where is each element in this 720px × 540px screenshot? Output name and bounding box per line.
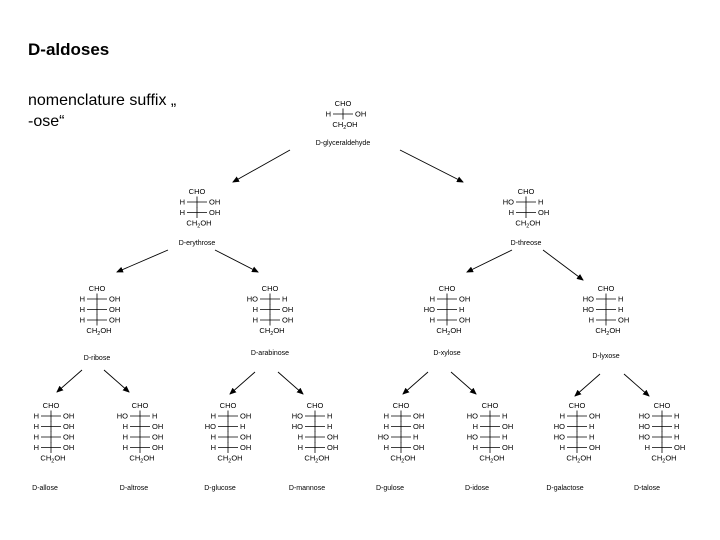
hydroxymethyl-group: $CH_2OH$ xyxy=(129,453,155,465)
sugar-name-label: D-altrose xyxy=(119,485,149,492)
right-substituent: OH xyxy=(459,294,471,304)
hydroxymethyl-group: $CH_2OH$ xyxy=(304,453,330,465)
left-substituent: H xyxy=(33,432,39,442)
left-substituent: H xyxy=(79,305,85,314)
right-substituent: H xyxy=(618,294,624,304)
left-substituent: H xyxy=(472,422,478,431)
arrow-ribose-to-allose xyxy=(57,370,82,392)
fischer-altrose xyxy=(117,401,164,492)
hydroxymethyl-group: $CH_2OH$ xyxy=(186,218,212,230)
left-substituent: H xyxy=(79,315,85,325)
fischer-erythrose xyxy=(179,187,221,247)
arrow-erythrose-to-ribose xyxy=(117,250,168,272)
slide-title: D-aldoses xyxy=(28,40,110,59)
right-substituent: OH xyxy=(413,443,425,452)
right-substituent: OH xyxy=(152,422,164,431)
right-substituent: OH xyxy=(152,443,164,452)
hydroxymethyl-group: $CH_2OH$ xyxy=(595,326,621,337)
left-substituent: H xyxy=(297,443,303,452)
left-substituent: H xyxy=(297,432,303,442)
right-substituent: OH xyxy=(109,315,121,325)
sugar-name-label: D-arabinose xyxy=(250,350,290,357)
left-substituent: H xyxy=(429,315,435,325)
right-substituent: OH xyxy=(240,443,252,452)
right-substituent: H xyxy=(589,422,595,431)
left-substituent: HO xyxy=(553,432,565,442)
left-substituent: HO xyxy=(638,432,650,442)
aldehyde-group: CHO xyxy=(88,284,106,293)
left-substituent: H xyxy=(33,422,39,431)
fischer-glucose xyxy=(204,401,251,492)
aldehyde-group: CHO xyxy=(261,284,279,293)
subtitle-line-2: -ose“ xyxy=(28,113,65,130)
right-substituent: OH xyxy=(152,432,164,442)
right-substituent: OH xyxy=(538,208,550,217)
right-substituent: OH xyxy=(327,443,339,452)
arrow-erythrose-to-arabinose xyxy=(215,250,258,272)
arrow-arabinose-to-glucose xyxy=(230,372,255,394)
right-substituent: H xyxy=(674,432,680,442)
hydroxymethyl-group: $CH_2OH$ xyxy=(332,120,358,131)
left-substituent: H xyxy=(383,411,389,421)
right-substituent: OH xyxy=(63,411,75,421)
aldehyde-group: CHO xyxy=(653,401,671,410)
right-substituent: OH xyxy=(502,443,514,452)
right-substituent: OH xyxy=(355,109,367,119)
fischer-talose xyxy=(634,401,685,492)
right-substituent: H xyxy=(674,411,680,421)
fischer-ribose xyxy=(80,284,121,362)
fischer-gulose xyxy=(376,401,424,492)
arrow-lyxose-to-galactose xyxy=(575,374,600,396)
left-substituent: H xyxy=(383,422,389,431)
sugar-name-label: D-threose xyxy=(510,240,542,247)
aldehyde-group: CHO xyxy=(42,401,60,410)
hydroxymethyl-group: $CH_2OH$ xyxy=(390,453,416,465)
right-substituent: OH xyxy=(240,432,252,442)
left-substituent: HO xyxy=(638,422,650,431)
right-substituent: H xyxy=(413,432,419,442)
left-substituent: HO xyxy=(423,305,435,314)
right-substituent: OH xyxy=(413,411,425,421)
fischer-glyceraldehyde xyxy=(316,99,371,147)
left-substituent: H xyxy=(122,422,128,431)
arrow-ribose-to-altrose xyxy=(104,370,129,392)
arrow-threose-to-xylose xyxy=(467,250,512,272)
left-substituent: HO xyxy=(377,432,389,442)
right-substituent: H xyxy=(502,432,508,442)
fischer-allose xyxy=(32,401,74,492)
right-substituent: OH xyxy=(63,432,75,442)
right-substituent: OH xyxy=(282,305,294,314)
right-substituent: H xyxy=(327,422,333,431)
right-substituent: OH xyxy=(589,411,601,421)
left-substituent: HO xyxy=(582,305,594,314)
left-substituent: H xyxy=(79,294,85,304)
right-substituent: H xyxy=(674,422,680,431)
right-substituent: OH xyxy=(589,443,601,452)
fischer-arabinose xyxy=(247,284,294,357)
sugar-name-label: D-erythrose xyxy=(178,240,216,247)
fischer-galactose xyxy=(546,401,600,492)
aldehyde-group: CHO xyxy=(334,99,352,108)
right-substituent: OH xyxy=(209,208,221,217)
left-substituent: H xyxy=(122,432,128,442)
aldehyde-group: CHO xyxy=(481,401,499,410)
left-substituent: H xyxy=(33,411,39,421)
right-substituent: H xyxy=(152,411,158,421)
aldehyde-group: CHO xyxy=(306,401,324,410)
right-substituent: H xyxy=(240,422,246,431)
derivation-arrows xyxy=(57,150,649,396)
right-substituent: OH xyxy=(109,305,121,314)
right-substituent: H xyxy=(327,411,333,421)
hydroxymethyl-group: $CH_2OH$ xyxy=(40,453,66,465)
left-substituent: HO xyxy=(246,294,258,304)
left-substituent: H xyxy=(252,315,258,325)
sugar-name-label: D-glyceraldehyde xyxy=(315,140,371,147)
left-substituent: HO xyxy=(466,432,478,442)
hydroxymethyl-group: $CH_2OH$ xyxy=(217,453,243,465)
left-substituent: H xyxy=(429,294,435,304)
aldehyde-group: CHO xyxy=(219,401,237,410)
left-substituent: HO xyxy=(553,422,565,431)
right-substituent: H xyxy=(459,305,465,314)
arrow-threose-to-lyxose xyxy=(543,250,583,280)
right-substituent: OH xyxy=(459,315,471,325)
left-substituent: H xyxy=(325,109,331,119)
left-substituent: H xyxy=(179,197,185,207)
arrow-arabinose-to-mannose xyxy=(278,372,303,394)
left-substituent: H xyxy=(210,411,216,421)
sugar-name-label: D-galactose xyxy=(546,485,584,492)
aldehyde-group: CHO xyxy=(188,187,206,196)
aldehyde-group: CHO xyxy=(517,187,535,196)
right-substituent: H xyxy=(282,294,288,304)
sugar-name-label: D-xylose xyxy=(433,350,461,357)
right-substituent: OH xyxy=(674,443,686,452)
arrow-lyxose-to-talose xyxy=(624,374,649,396)
right-substituent: H xyxy=(538,197,544,207)
hydroxymethyl-group: $CH_2OH$ xyxy=(515,218,541,230)
left-substituent: H xyxy=(33,443,39,452)
hydroxymethyl-group: $CH_2OH$ xyxy=(566,453,592,465)
left-substituent: H xyxy=(383,443,389,452)
left-substituent: HO xyxy=(638,411,650,421)
fischer-lyxose xyxy=(583,284,630,360)
arrow-glyceraldehyde-to-erythrose xyxy=(233,150,290,182)
left-substituent: HO xyxy=(502,197,514,207)
left-substituent: H xyxy=(122,443,128,452)
aldehyde-group: CHO xyxy=(131,401,149,410)
aldehyde-group: CHO xyxy=(568,401,586,410)
right-substituent: OH xyxy=(413,422,425,431)
arrow-xylose-to-idose xyxy=(451,372,476,394)
fischer-xylose xyxy=(424,284,471,357)
arrow-xylose-to-gulose xyxy=(403,372,428,394)
left-substituent: H xyxy=(644,443,650,452)
hydroxymethyl-group: $CH_2OH$ xyxy=(479,453,505,465)
sugar-name-label: D-talose xyxy=(633,485,661,492)
left-substituent: HO xyxy=(291,411,303,421)
fischer-mannose xyxy=(289,401,338,492)
sugar-name-label: D-allose xyxy=(32,485,58,492)
sugar-name-label: D-gulose xyxy=(375,485,405,492)
right-substituent: OH xyxy=(109,294,121,304)
left-substituent: HO xyxy=(116,411,128,421)
fischer-idose xyxy=(465,401,513,492)
left-substituent: H xyxy=(588,315,594,325)
right-substituent: OH xyxy=(502,422,514,431)
arrow-glyceraldehyde-to-threose xyxy=(400,150,463,182)
right-substituent: H xyxy=(589,432,595,442)
left-substituent: H xyxy=(559,443,565,452)
sugar-name-label: D-mannose xyxy=(288,485,326,492)
left-substituent: H xyxy=(559,411,565,421)
left-substituent: H xyxy=(508,208,514,217)
hydroxymethyl-group: $CH_2OH$ xyxy=(259,326,285,337)
left-substituent: H xyxy=(252,305,258,314)
sugar-name-label: D-lyxose xyxy=(592,353,620,360)
right-substituent: OH xyxy=(209,197,221,207)
left-substituent: HO xyxy=(466,411,478,421)
right-substituent: OH xyxy=(327,432,339,442)
fischer-projections xyxy=(32,99,685,492)
sugar-name-label: D-ribose xyxy=(83,355,111,362)
left-substituent: HO xyxy=(582,294,594,304)
sugar-name-label: D-glucose xyxy=(204,485,236,492)
right-substituent: OH xyxy=(63,443,75,452)
hydroxymethyl-group: $CH_2OH$ xyxy=(651,453,677,465)
right-substituent: OH xyxy=(282,315,294,325)
right-substituent: OH xyxy=(240,411,252,421)
right-substituent: OH xyxy=(618,315,630,325)
right-substituent: H xyxy=(502,411,508,421)
aldehyde-group: CHO xyxy=(438,284,456,293)
left-substituent: HO xyxy=(204,422,216,431)
fischer-threose xyxy=(503,187,550,247)
aldehyde-group: CHO xyxy=(597,284,615,293)
left-substituent: H xyxy=(210,432,216,442)
hydroxymethyl-group: $CH_2OH$ xyxy=(86,326,112,337)
left-substituent: H xyxy=(179,208,185,217)
sugar-name-label: D-idose xyxy=(464,485,490,492)
left-substituent: H xyxy=(472,443,478,452)
subtitle-line-1: nomenclature suffix „ xyxy=(28,92,177,109)
right-substituent: OH xyxy=(63,422,75,431)
right-substituent: H xyxy=(618,305,624,314)
left-substituent: HO xyxy=(291,422,303,431)
aldehyde-group: CHO xyxy=(392,401,410,410)
left-substituent: H xyxy=(210,443,216,452)
hydroxymethyl-group: $CH_2OH$ xyxy=(436,326,462,337)
